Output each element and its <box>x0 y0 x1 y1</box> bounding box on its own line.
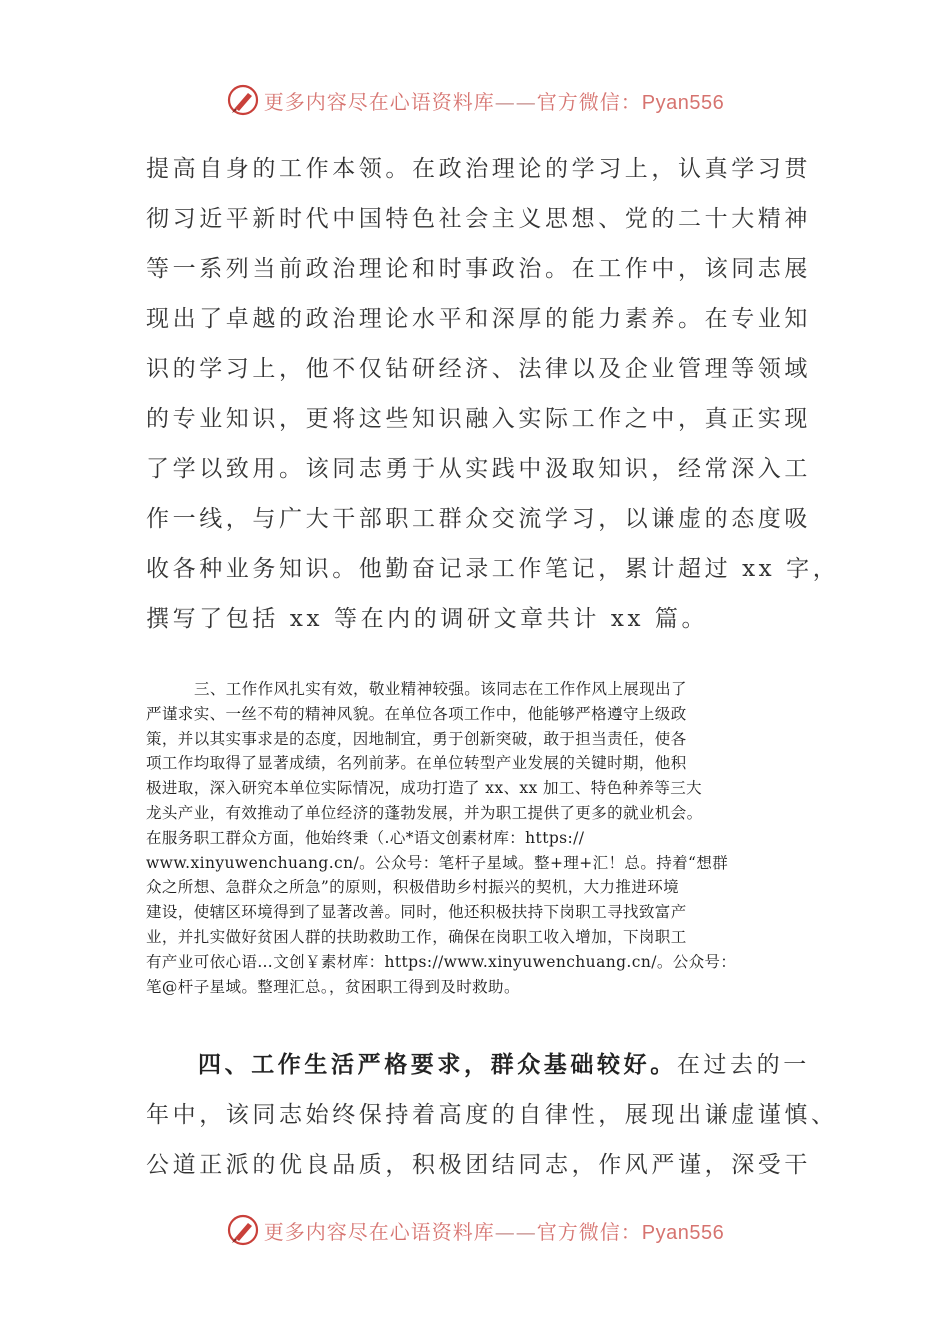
text-line: 撰写了包括 xx 等在内的调研文章共计 xx 篇。 <box>146 606 709 632</box>
text-line: 的专业知识，更将这些知识融入实际工作之中，真正实现 <box>146 406 811 432</box>
text-line: 三、工作作风扎实有效，敬业精神较强。该同志在工作作风上展现出了 <box>194 680 687 698</box>
text-line: www.xinyuwenchuang.cn/。公众号：笔杆子星域。整+理+汇！总。持着“想群 <box>146 853 729 872</box>
banner-text: 更多内容尽在心语资料库——官方微信：Pyan556 <box>263 89 725 114</box>
text-line: 作一线，与广大干部职工群众交流学习，以谦虚的态度吸 <box>146 506 811 532</box>
text-line: 严谨求实、一丝不苟的精神风貌。在单位各项工作中，他能够严格遵守上级政 <box>146 704 687 723</box>
text-line: 业，并扎实做好贫困人群的扶助救助工作，确保在岗职工收入增加，下岗职工 <box>146 927 687 946</box>
text-line: 有产业可依心语…文创￥素材库：https://www.xinyuwenchuang.cn/。公众号： <box>146 952 737 971</box>
header-watermark-banner <box>0 80 950 120</box>
text-line: 众之所想、急群众之所急”的原则，积极借助乡村振兴的契机，大力推进环境 <box>146 878 680 897</box>
paragraph-discipline <box>146 1040 838 1190</box>
wechat-id: Pyan556 <box>641 91 725 114</box>
banner-text: 更多内容尽在心语资料库——官方微信：Pyan556 <box>263 1219 725 1244</box>
text-line: 项工作均取得了显著成绩，名列前茅。在单位转型产业发展的关键时期，他积 <box>146 754 687 773</box>
text-line: 建设，使辖区环境得到了显著改善。同时，他还积极扶持下岗职工寻找致富产 <box>146 903 687 922</box>
paragraph-study <box>146 144 840 644</box>
wechat-id: Pyan556 <box>641 1221 725 1244</box>
text-line: 年中，该同志始终保持着高度的自律性，展现出谦虚谨慎、 <box>146 1102 838 1128</box>
section-heading: 四、工作生活严格要求，群众基础较好。 <box>198 1051 677 1078</box>
text-line: 在服务职工群众方面，他始终秉（.心*语文创素材库：https:// <box>146 828 585 847</box>
text-line: 龙头产业，有效推动了单位经济的蓬勃发展，并为职工提供了更多的就业机会。 <box>146 803 703 822</box>
text-line: 极进取，深入研究本单位实际情况，成功打造了 xx、xx 加工、特色种养等三大 <box>146 779 703 798</box>
pen-logo-icon <box>226 1213 260 1247</box>
pen-logo-icon <box>226 83 260 117</box>
text-line: 收各种业务知识。他勤奋记录工作笔记，累计超过 xx 字， <box>146 556 840 582</box>
text-line: 提高自身的工作本领。在政治理论的学习上，认真学习贯 <box>146 156 811 182</box>
text-line: 识的学习上，他不仅钻研经济、法律以及企业管理等领域 <box>146 356 811 382</box>
text-line: 笔@杆子星域。整理汇总。，贫困职工得到及时救助。 <box>146 977 520 996</box>
text-line: 了学以致用。该同志勇于从实践中汲取知识，经常深入工 <box>146 456 811 482</box>
paragraph-work-style <box>146 677 826 999</box>
text-line: 等一系列当前政治理论和时事政治。在工作中，该同志展 <box>146 256 811 282</box>
footer-watermark-banner <box>0 1210 950 1250</box>
text-line: 公道正派的优良品质，积极团结同志，作风严谨，深受干 <box>146 1152 811 1178</box>
text-line: 策，并以其实事求是的态度，因地制宜，勇于创新突破，敢于担当责任，使各 <box>146 729 687 748</box>
text-line: 四、工作生活严格要求，群众基础较好。在过去的一 <box>198 1051 810 1078</box>
text-line: 现出了卓越的政治理论水平和深厚的能力素养。在专业知 <box>146 306 811 332</box>
text-line: 彻习近平新时代中国特色社会主义思想、党的二十大精神 <box>146 206 811 232</box>
